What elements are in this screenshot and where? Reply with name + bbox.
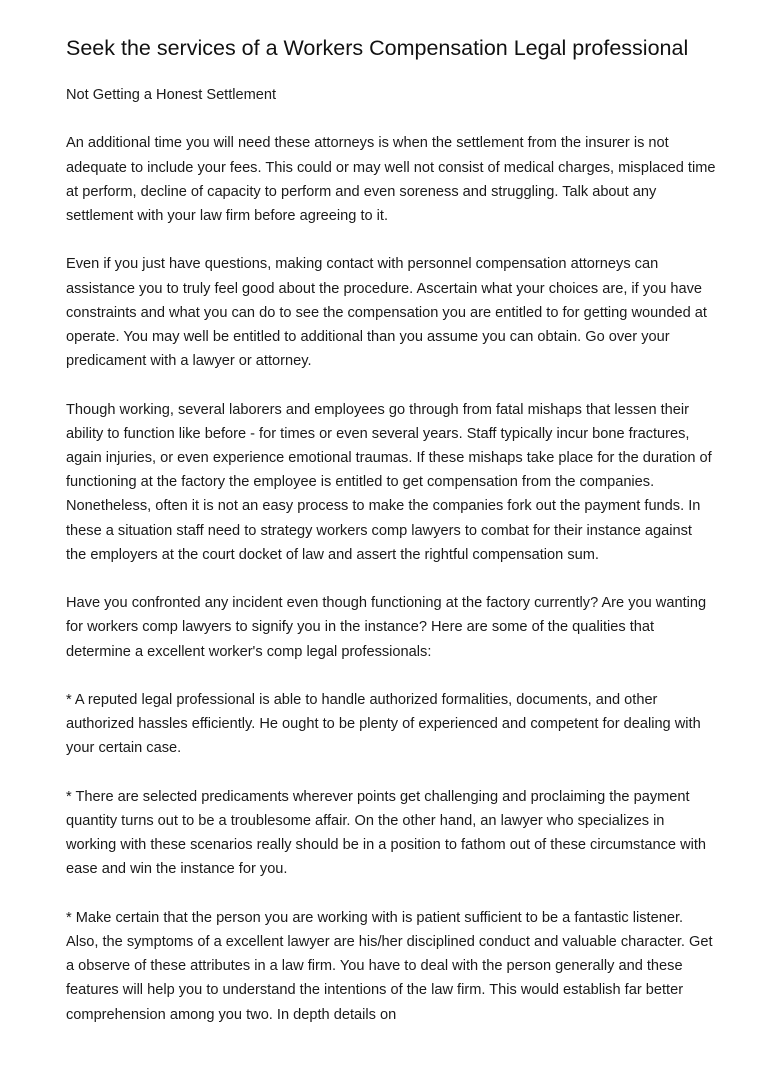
paragraph-2: Even if you just have questions, making contact with personnel compensation attorneys can assistance you to truly feel good about the procedure. Ascertain what your choices are, if you have constraints and what you can do to see the compensation you are entitled to for getting wounded at operate. You may well be entitled to additional than you assume you can obtain. Go over your predicament with a lawyer or attorney. xyxy=(66,256,707,370)
bullet-paragraph-3: * Make certain that the person you are working with is patient sufficient to be a fantastic listener. Also, the symptoms of a excellent lawyer are his/her disciplined conduct and valuable character. Get a observe of these attributes in a law firm. You have to deal with the person generally and these features will help you to understand the intentions of the law firm. This would establish far better comprehension among you two. In depth details on xyxy=(66,909,713,1023)
paragraph-4: Have you confronted any incident even though functioning at the factory currently? Are you wanting for workers comp lawyers to signify you in the instance? Here are some of the qualities that determine a excellent worker's comp legal professionals: xyxy=(66,595,707,660)
document-title: Seek the services of a Workers Compensation Legal professional xyxy=(66,36,689,60)
paragraph-1: An additional time you will need these attorneys is when the settlement from the insurer is not adequate to include your fees. This could or may well not consist of medical charges, misplaced time at perform, decline of capacity to perform and even soreness and struggling. Talk about any settlement with your law firm before agreeing to it. xyxy=(66,135,716,224)
bullet-paragraph-2: * There are selected predicaments wherever points get challenging and proclaiming the payment quantity turns out to be a troublesome affair. On the other hand, an lawyer who specializes in working with these scenarios really should be in a position to fathom out of these circumstance with ease and win the instance for you. xyxy=(66,788,707,878)
document-page xyxy=(66,36,716,1027)
paragraph-3: Though working, several laborers and employees go through from fatal mishaps that lessen their ability to function like before - for times or even several years. Staff typically incur bone fractures, again injuries, or even experience emotional traumas. If these mishaps take place for the duration of functioning at the factory the employee is entitled to get compensation from the companies. Nonetheless, often it is not an easy process to make the companies fork out the payment funds. In these a situation staff need to strategy workers comp lawyers to combat for their instance against the employers at the court docket of law and assert the rightful compensation sum. xyxy=(66,401,712,563)
bullet-paragraph-1: * A reputed legal professional is able to handle authorized formalities, documents, and other authorized hassles efficiently. He ought to be plenty of experienced and competent for dealing with your certain case. xyxy=(66,692,701,757)
section-heading: Not Getting a Honest Settlement xyxy=(66,87,277,103)
